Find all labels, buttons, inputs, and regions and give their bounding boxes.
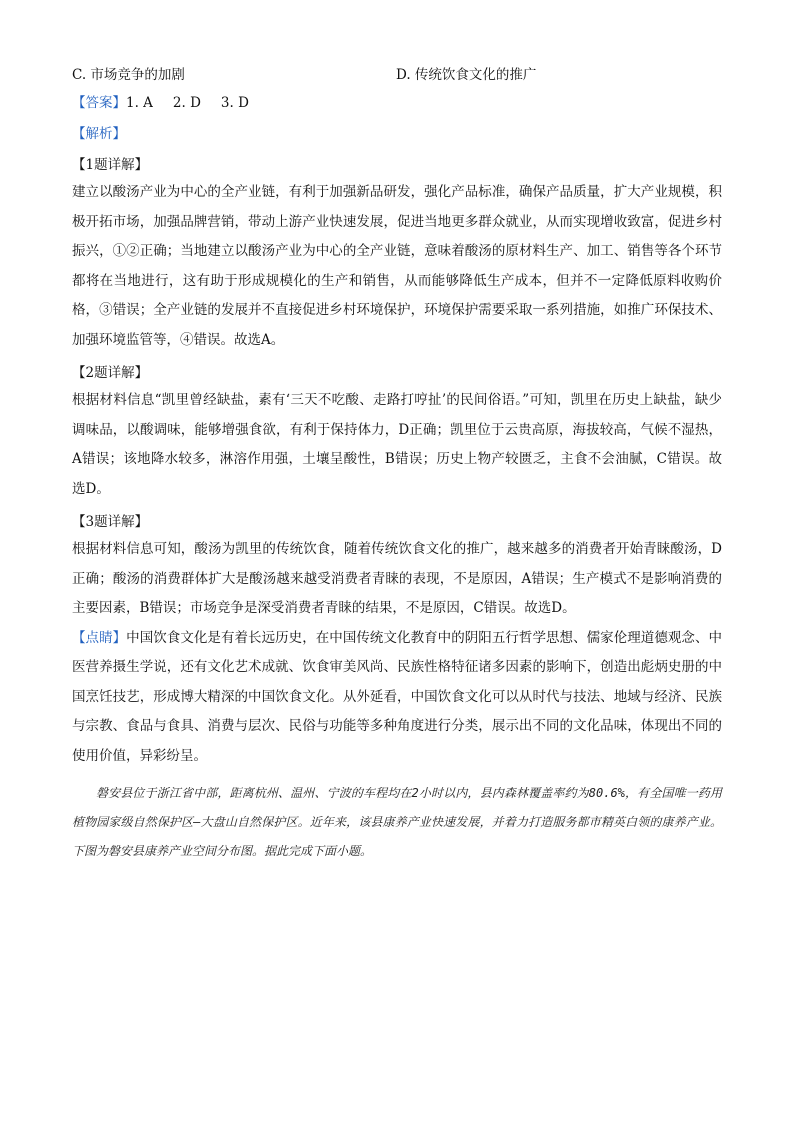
question-2-body: 根据材料信息“凯里曾经缺盐，素有‘三天不吃酸、走路打哼扯’的民间俗语。”可知，凯里在历史上缺盐，缺少调味品，以酸调味，能够增强食欲，有利于保持体力，D正确；凯里位于云贵高原，海拔较高，气候不湿热，A错误；该地降水较多，淋溶作用强，土壤呈酸性，B错误；历史上物产较匮乏，主食不会油腻，C错误。故选D。	[72, 392, 722, 497]
question-2-heading: 【2题详解】	[72, 365, 149, 381]
question-1-analysis	[72, 152, 722, 355]
option-d: D. 传统饮食文化的推广	[396, 67, 537, 83]
document-page	[72, 62, 722, 866]
answer-item-1: 1. A	[126, 95, 153, 111]
comment-paragraph	[72, 624, 722, 772]
question-3-analysis	[72, 509, 722, 624]
question-2-analysis	[72, 360, 722, 504]
material-paragraph: 磐安县位于浙江省中部，距离杭州、温州、宁波的车程均在2小时以内，县内森林覆盖率约为80.6%，有全国唯一药用植物园家级自然保护区—大盘山自然保护区。近年来，该县康养产业快速发展，并着力打造服务都市精英白领的康养产业。下图为磐安县康养产业空间分布图。据此完成下面小题。	[72, 786, 722, 858]
comment-body: 中国饮食文化是有着长远历史，在中国传统文化教育中的阴阳五行哲学思想、儒家伦理道德观念、中医营养摄生学说，还有文化艺术成就、饮食审美风尚、民族性格特征诸多因素的影响下，创造出彪炳史册的中国烹饪技艺，形成博大精深的中国饮食文化。从外延看，中国饮食文化可以从时代与技法、地域与经济、民族与宗教、食品与食具、消费与层次、民俗与功能等多种角度进行分类，展示出不同的文化品味，体现出不同的使用价值，异彩纷呈。	[72, 629, 723, 764]
question-1-body: 建立以酸汤产业为中心的全产业链，有利于加强新品研发，强化产品标准，确保产品质量，扩大产业规模，积极开拓市场，加强品牌营销，带动上游产业快速发展，促进当地更多群众就业，从而实现增收致富，促进乡村振兴，①②正确；当地建立以酸汤产业为中心的全产业链，意味着酸汤的原材料生产、加工、销售等各个环节都将在当地进行，这有助于形成规模化的生产和销售，从而能够降低生产成本，但并不一定降低原料收购价格，③错误；全产业链的发展并不直接促进乡村环境保护，环境保护需要采取一系列措施，如推广环保技术、加强环境监管等，④错误。故选A。	[72, 184, 722, 348]
question-1-heading: 【1题详解】	[72, 157, 149, 173]
answer-item-3: 3. D	[220, 95, 249, 111]
question-3-body: 根据材料信息可知，酸汤为凯里的传统饮食，随着传统饮食文化的推广，越来越多的消费者开始青睐酸汤，D正确；酸汤的消费群体扩大是酸汤越来越受消费者青睐的表现，不是原因，A错误；生产模式不是影响消费的主要因素，B错误；市场竞争是深受消费者青睐的结果，不是原因，C错误。故选D。	[72, 541, 722, 616]
answer-items	[126, 95, 269, 111]
answer-line	[72, 90, 722, 116]
answer-options-row	[72, 62, 722, 88]
answer-label: 【答案】	[72, 95, 126, 111]
analysis-label: 【解析】	[72, 126, 126, 142]
answer-item-2: 2. D	[172, 95, 201, 111]
question-3-heading: 【3题详解】	[72, 514, 149, 530]
option-c: C. 市场竞争的加剧	[72, 67, 185, 83]
comment-label: 【点睛】	[72, 629, 127, 646]
